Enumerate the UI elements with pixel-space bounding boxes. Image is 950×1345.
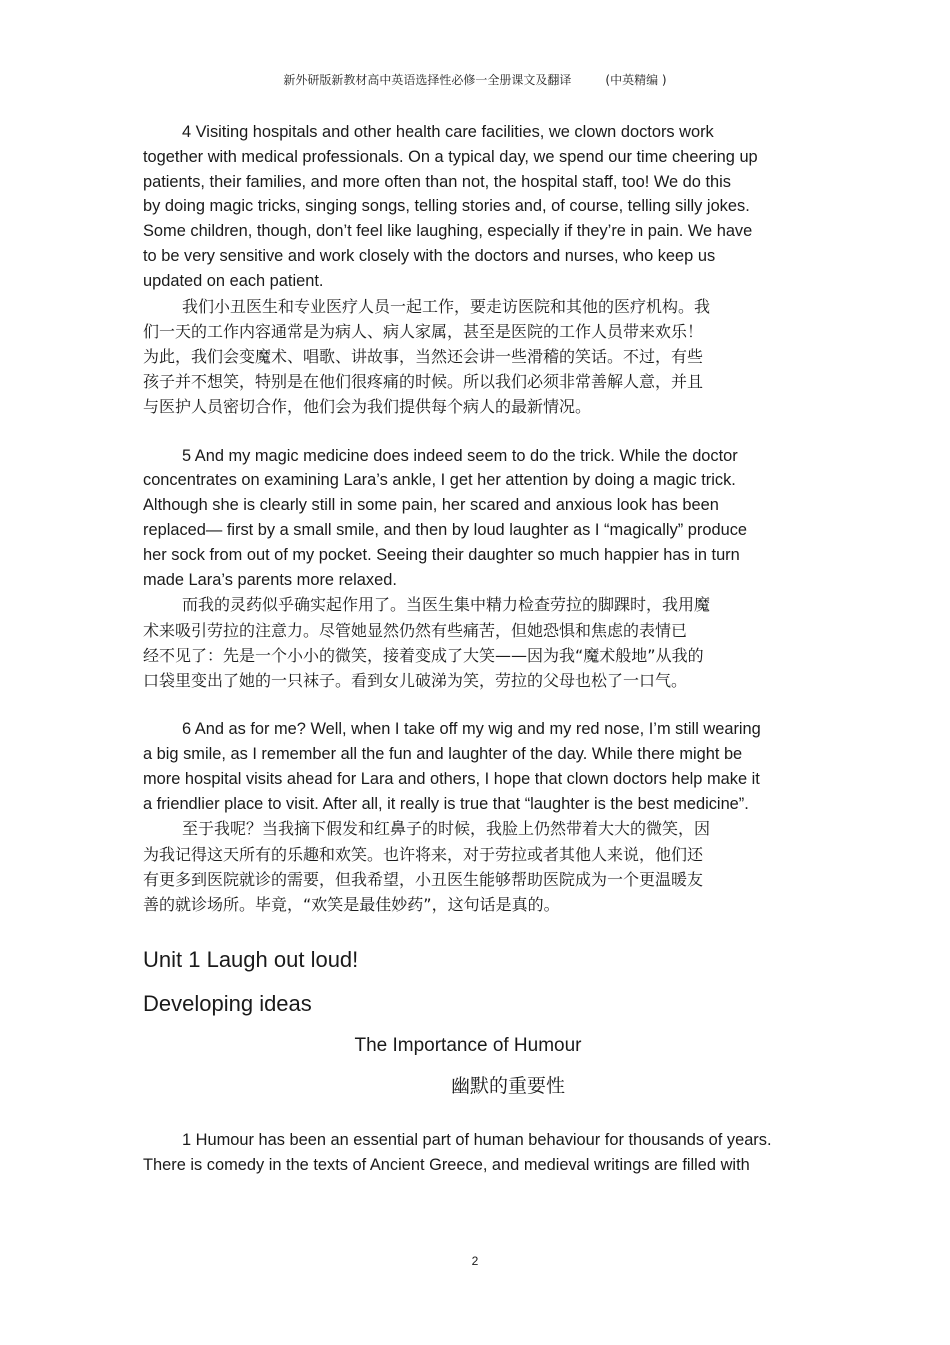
text-line: 6 And as for me? Well, when I take off my wig and my red nose, I’m still wearing: [182, 720, 761, 739]
page-content: [143, 120, 950, 1178]
text-line: patients, their families, and more often than not, the hospital staff, too! We do this: [143, 172, 731, 191]
text-line: made Lara’s parents more relaxed.: [143, 570, 397, 589]
text-line: 1 Humour has been an essential part of human behaviour for thousands of years.: [182, 1131, 772, 1150]
text-line: 至于我呢？当我摘下假发和红鼻子的时候，我脸上仍然带着大大的微笑，因: [182, 819, 711, 839]
text-line: 我们小丑医生和专业医疗人员一起工作，要走访医院和其他的医疗机构。我: [182, 296, 711, 316]
text-line: concentrates on examining Lara’s ankle, I get her attention by doing a magic trick.: [143, 471, 736, 490]
text-line: 与医护人员密切合作，他们会为我们提供每个病人的最新情况。: [143, 397, 592, 417]
text-line: more hospital visits ahead for Lara and others, I hope that clown doctors help make it: [143, 769, 760, 788]
text-line: 们一天的工作内容通常是为病人、病人家属，甚至是医院的工作人员带来欢乐！: [143, 321, 704, 341]
text-line: 经不见了：先是一个小小的微笑，接着变成了大笑——因为我“魔术般地”从我的: [143, 645, 704, 665]
text-line: There is comedy in the texts of Ancient Greece, and medieval writings are filled with: [143, 1155, 750, 1174]
text-line: her sock from out of my pocket. Seeing their daughter so much happier has in turn: [143, 545, 740, 564]
text-line: to be very sensitive and work closely with the doctors and nurses, who keep us: [143, 246, 716, 265]
header-tag: (中英精编 ): [605, 73, 667, 87]
header-title: 新外研版新教材高中英语选择性必修一全册课文及翻译: [283, 73, 572, 87]
paragraph-4-english: [143, 120, 950, 294]
text-line: by doing magic tricks, singing songs, telling stories and, of course, telling silly jokes.: [143, 197, 750, 216]
text-line: together with medical professionals. On a typical day, we spend our time cheering up: [143, 147, 758, 166]
text-line: 有更多到医院就诊的需要，但我希望，小丑医生能够帮助医院成为一个更温暖友: [143, 869, 704, 889]
text-line: 口袋里变出了她的一只袜子。看到女儿破涕为笑，劳拉的父母也松了一口气。: [143, 670, 688, 690]
text-line: 为我记得这天所有的乐趣和欢笑。也许将来，对于劳拉或者其他人来说，他们还: [143, 844, 704, 864]
paragraph-5-english: [143, 444, 950, 593]
paragraph-5-chinese: [143, 592, 950, 693]
text-line: 而我的灵药似乎确实起作用了。当医生集中精力检查劳拉的脚踝时，我用魔: [182, 595, 711, 615]
text-line: 孩子并不想笑，特别是在他们很疼痛的时候。所以我们必须非常善解人意，并且: [143, 372, 704, 392]
paragraph-6-chinese: [143, 816, 950, 917]
section-title: Developing ideas: [143, 991, 312, 1017]
text-line: a big smile, as I remember all the fun and laughter of the day. While there might be: [143, 744, 743, 763]
text-line: 善的就诊场所。毕竟，“欢笑是最佳妙药”，这句话是真的。: [143, 894, 560, 914]
page-number: 2: [471, 1254, 479, 1268]
page-header: [0, 71, 950, 88]
text-line: 为此，我们会变魔术、唱歌、讲故事，当然还会讲一些滑稽的笑话。不过，有些: [143, 346, 704, 366]
text-line: updated on each patient.: [143, 271, 324, 290]
article-title-chinese: 幽默的重要性: [450, 1075, 565, 1098]
text-line: Although she is clearly still in some pain, her scared and anxious look has been: [143, 496, 719, 515]
article-title: The Importance of Humour: [354, 1035, 582, 1057]
paragraph-6-english: [143, 717, 950, 816]
text-line: 4 Visiting hospitals and other health care facilities, we clown doctors work: [182, 123, 714, 141]
paragraph-4-chinese: [143, 294, 950, 420]
text-line: 术来吸引劳拉的注意力。尽管她显然仍然有些痛苦，但她恐惧和焦虑的表情已: [143, 620, 688, 640]
unit-title: Unit 1 Laugh out loud!: [143, 947, 359, 973]
text-line: 5 And my magic medicine does indeed seem to do the trick. While the doctor: [182, 446, 738, 465]
text-line: a friendlier place to visit. After all, it really is true that “laughter is the best medicine”.: [143, 794, 749, 813]
paragraph-1-english: [143, 1128, 950, 1178]
text-line: Some children, though, don’t feel like laughing, especially if they’re in pain. We have: [143, 222, 753, 241]
text-line: replaced— first by a small smile, and then by loud laughter as I “magically” produce: [143, 520, 748, 539]
